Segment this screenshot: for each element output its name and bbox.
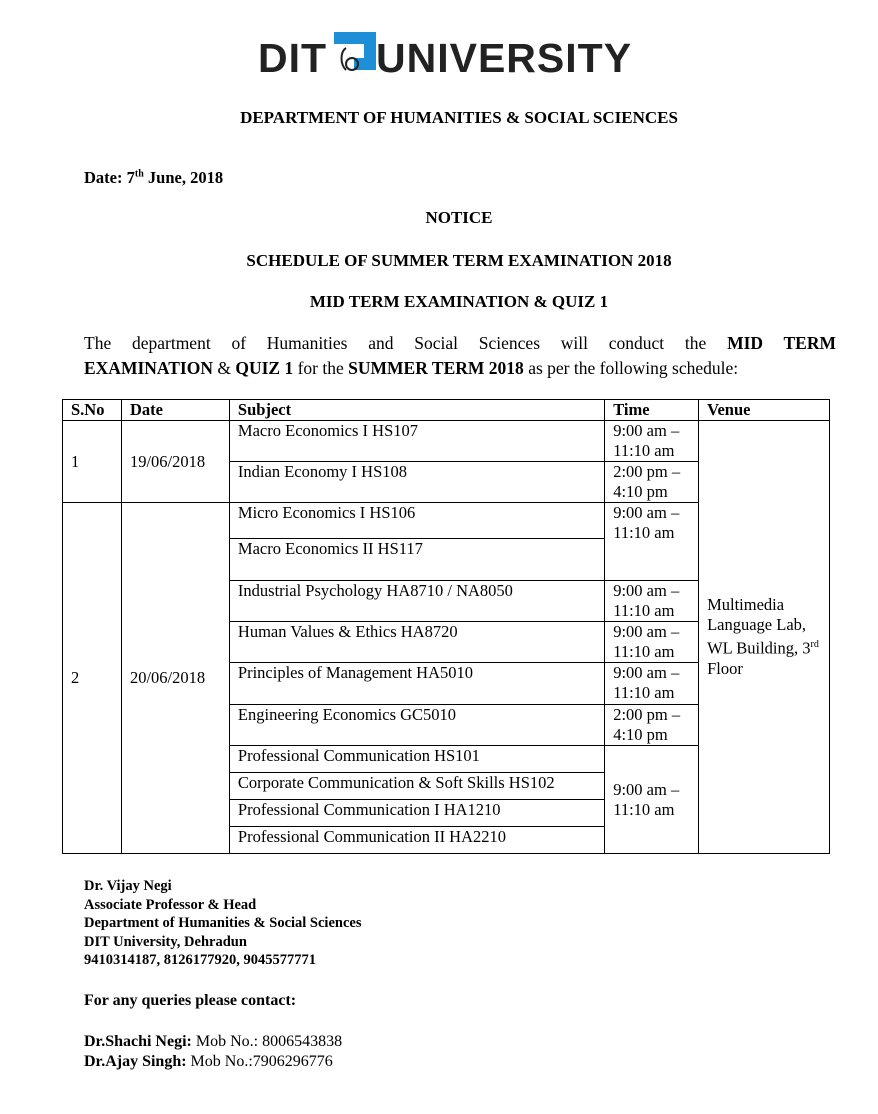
time-cell: 9:00 am – 11:10 am (605, 663, 699, 705)
logo-emblem-icon (330, 30, 378, 86)
time-cell: 9:00 am – 11:10 am (605, 503, 699, 581)
subject-cell: Principles of Management HA5010 (229, 663, 604, 705)
schedule-title: SCHEDULE OF SUMMER TERM EXAMINATION 2018 (246, 251, 672, 270)
signatory-institution: DIT University, Dehradun (84, 933, 247, 950)
subject-cell: Professional Communication II HA2210 (229, 827, 604, 854)
subject-cell: Corporate Communication & Soft Skills HS102 (229, 773, 604, 800)
time-cell: 2:00 pm – 4:10 pm (605, 462, 699, 503)
notice-title: NOTICE (425, 208, 493, 227)
subject-cell: Professional Communication I HA1210 (229, 800, 604, 827)
subject-cell: Engineering Economics GC5010 (229, 705, 604, 746)
table-row (63, 421, 830, 462)
subject-cell: Professional Communication HS101 (229, 746, 604, 773)
subject-cell: Indian Economy I HS108 (229, 462, 604, 503)
header-time: Time (605, 400, 699, 421)
signatory-department: Department of Humanities & Social Sciences (84, 915, 362, 931)
subject-cell: Macro Economics II HS117 (229, 539, 604, 581)
queries-label: For any queries please contact: (84, 992, 297, 1009)
sno-cell: 2 (63, 503, 122, 854)
time-cell: 2:00 pm – 4:10 pm (605, 705, 699, 746)
time-cell: 9:00 am – 11:10 am (605, 622, 699, 663)
signatory-phones: 9410314187, 8126177920, 9045577771 (84, 952, 316, 968)
university-logo (258, 30, 668, 86)
date-cell: 19/06/2018 (121, 421, 229, 503)
contact-item: Dr.Ajay Singh: Mob No.:7906296776 (84, 1053, 333, 1070)
schedule-table (62, 399, 830, 854)
header-date: Date (121, 400, 229, 421)
subject-cell: Micro Economics I HS106 (229, 503, 604, 539)
header-sno: S.No (63, 400, 122, 421)
subject-cell: Macro Economics I HS107 (229, 421, 604, 462)
signature-block (84, 877, 361, 970)
venue-cell: Multimedia Language Lab, WL Building, 3rd Floor (699, 421, 830, 854)
signatory-title: Associate Professor & Head (84, 896, 257, 913)
subject-cell: Industrial Psychology HA8710 / NA8050 (229, 581, 604, 622)
table-header-row (63, 400, 830, 421)
contact-item: Dr.Shachi Negi: Mob No.: 8006543838 (84, 1033, 343, 1050)
subject-cell: Human Values & Ethics HA8720 (229, 622, 604, 663)
signatory-name: Dr. Vijay Negi (84, 878, 172, 894)
contacts-list (84, 1032, 342, 1072)
notice-date: Date: 7th June, 2018 (84, 168, 224, 187)
intro-paragraph: The department of Humanities and Social Sciences will conduct the MID TERM EXAMINATION & QUIZ 1 for the SUMMER TERM 2018 as per the following schedule: (84, 333, 836, 378)
mid-term-title: MID TERM EXAMINATION & QUIZ 1 (309, 292, 609, 311)
date-cell: 20/06/2018 (121, 503, 229, 854)
time-cell: 9:00 am – 11:10 am (605, 421, 699, 462)
logo-text-university: UNIVERSITY (376, 35, 633, 81)
header-subject: Subject (229, 400, 604, 421)
time-cell: 9:00 am – 11:10 am (605, 746, 699, 854)
sno-cell: 1 (63, 421, 122, 503)
header-venue: Venue (699, 400, 830, 421)
department-heading: DEPARTMENT OF HUMANITIES & SOCIAL SCIENCES (240, 108, 678, 127)
time-cell: 9:00 am – 11:10 am (605, 581, 699, 622)
logo-text-dit: DIT (258, 35, 328, 81)
